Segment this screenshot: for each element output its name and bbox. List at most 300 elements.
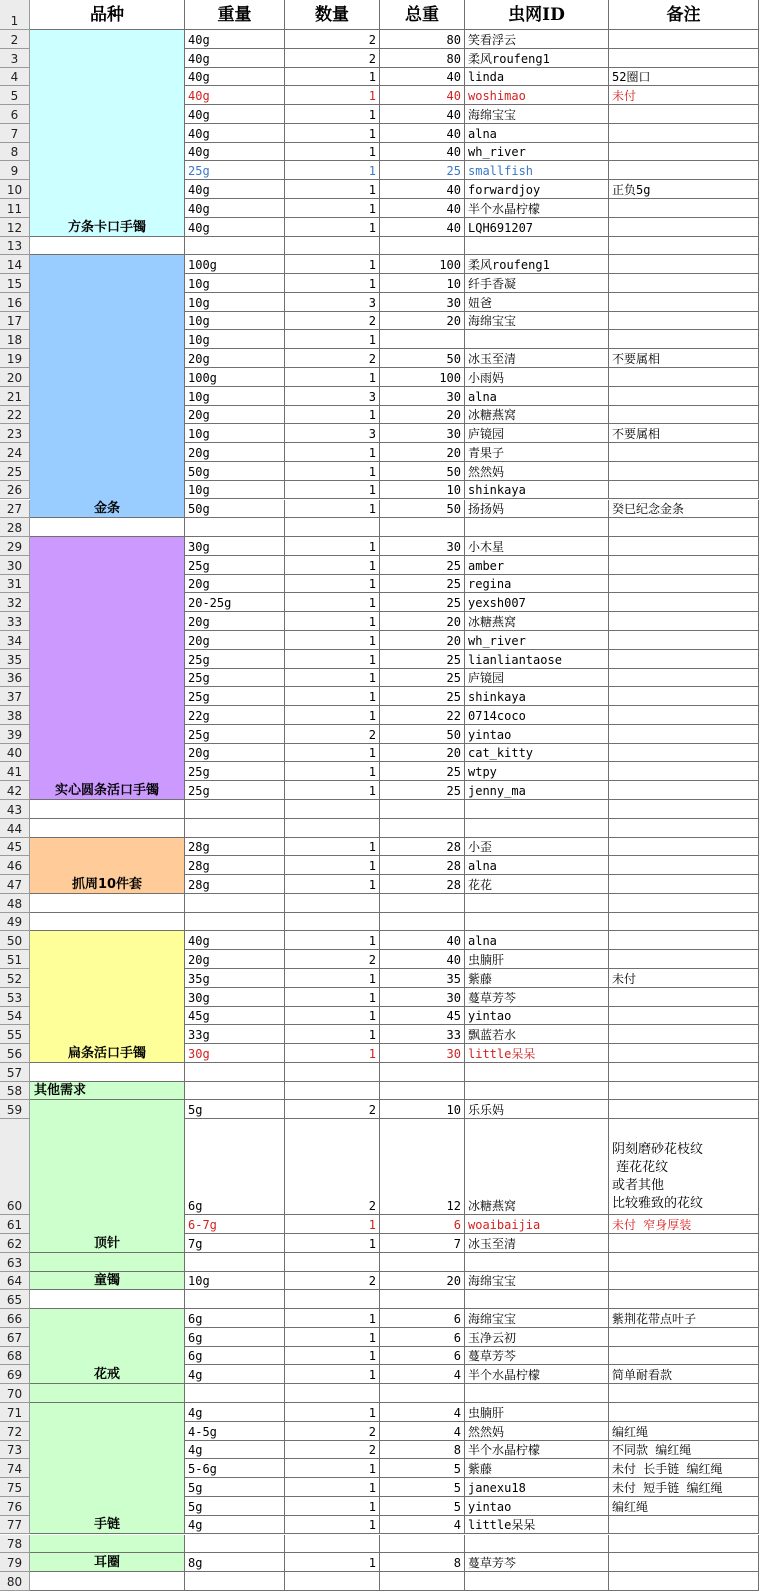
cell-forum-id[interactable]: yintao	[465, 725, 609, 744]
cell-quantity[interactable]	[285, 800, 380, 819]
cell-quantity[interactable]: 1	[285, 86, 380, 105]
row-header-44[interactable]: 44	[0, 819, 30, 838]
header-forum-id[interactable]: 虫网ID	[465, 0, 609, 30]
cell-note[interactable]: 不要属相	[609, 349, 759, 368]
cell-quantity[interactable]: 3	[285, 387, 380, 406]
row-header-7[interactable]: 7	[0, 124, 30, 143]
cell-forum-id[interactable]: yintao	[465, 1007, 609, 1026]
cell-note[interactable]	[609, 612, 759, 631]
cell-note[interactable]	[609, 800, 759, 819]
cell-total[interactable]: 40	[380, 143, 465, 162]
row-header-28[interactable]: 28	[0, 518, 30, 537]
category-cell[interactable]: 花戒	[30, 1309, 185, 1384]
cell-forum-id[interactable]	[465, 330, 609, 349]
cell-total[interactable]: 30	[380, 387, 465, 406]
cell-total[interactable]	[380, 913, 465, 932]
cell-weight[interactable]: 4g	[185, 1516, 285, 1535]
cell-quantity[interactable]: 1	[285, 575, 380, 594]
cell-weight[interactable]: 28g	[185, 838, 285, 857]
row-header-75[interactable]: 75	[0, 1478, 30, 1497]
cell-note[interactable]	[609, 143, 759, 162]
cell-forum-id[interactable]	[465, 800, 609, 819]
cell-quantity[interactable]: 1	[285, 1553, 380, 1572]
cell-note[interactable]	[609, 274, 759, 293]
cell-total[interactable]	[380, 819, 465, 838]
row-header-12[interactable]: 12	[0, 218, 30, 237]
cell-forum-id[interactable]: wtpy	[465, 762, 609, 781]
category-cell[interactable]	[30, 1384, 185, 1403]
row-header-79[interactable]: 79	[0, 1553, 30, 1572]
cell-weight[interactable]: 5g	[185, 1478, 285, 1497]
cell-weight[interactable]	[185, 237, 285, 256]
cell-weight[interactable]: 20g	[185, 950, 285, 969]
cell-total[interactable]: 25	[380, 687, 465, 706]
cell-forum-id[interactable]	[465, 894, 609, 913]
cell-weight[interactable]: 25g	[185, 762, 285, 781]
cell-weight[interactable]	[185, 819, 285, 838]
cell-total[interactable]: 6	[380, 1347, 465, 1366]
cell-weight[interactable]: 25g	[185, 556, 285, 575]
cell-note[interactable]	[609, 105, 759, 124]
row-header-59[interactable]: 59	[0, 1100, 30, 1119]
cell-note[interactable]	[609, 669, 759, 688]
cell-quantity[interactable]: 2	[285, 1422, 380, 1441]
cell-total[interactable]: 20	[380, 312, 465, 331]
cell-total[interactable]: 6	[380, 1215, 465, 1234]
cell-weight[interactable]: 6g	[185, 1328, 285, 1347]
cell-forum-id[interactable]: alna	[465, 387, 609, 406]
cell-total[interactable]: 7	[380, 1234, 465, 1253]
row-header-18[interactable]: 18	[0, 330, 30, 349]
cell-quantity[interactable]: 1	[285, 274, 380, 293]
cell-forum-id[interactable]: 蔓草芳芩	[465, 1553, 609, 1572]
row-header-61[interactable]: 61	[0, 1215, 30, 1234]
cell-forum-id[interactable]	[465, 1253, 609, 1272]
row-header-68[interactable]: 68	[0, 1347, 30, 1366]
cell-total[interactable]: 25	[380, 762, 465, 781]
cell-forum-id[interactable]	[465, 237, 609, 256]
cell-quantity[interactable]: 1	[285, 161, 380, 180]
category-cell[interactable]	[30, 913, 185, 932]
cell-note[interactable]: 简单耐看款	[609, 1365, 759, 1384]
cell-total[interactable]: 25	[380, 593, 465, 612]
cell-forum-id[interactable]: 青果子	[465, 443, 609, 462]
cell-weight[interactable]	[185, 518, 285, 537]
cell-total[interactable]: 22	[380, 706, 465, 725]
cell-note[interactable]	[609, 443, 759, 462]
category-cell[interactable]: 其他需求	[30, 1082, 185, 1101]
cell-weight[interactable]: 8g	[185, 1553, 285, 1572]
cell-total[interactable]: 45	[380, 1007, 465, 1026]
cell-quantity[interactable]	[285, 819, 380, 838]
cell-total[interactable]	[380, 1572, 465, 1591]
cell-forum-id[interactable]: wh_river	[465, 631, 609, 650]
header-notes[interactable]: 备注	[609, 0, 759, 30]
cell-total[interactable]: 6	[380, 1309, 465, 1328]
cell-note[interactable]	[609, 687, 759, 706]
category-cell[interactable]	[30, 819, 185, 838]
cell-forum-id[interactable]: 笑看浮云	[465, 30, 609, 49]
row-header-16[interactable]: 16	[0, 293, 30, 312]
row-header-39[interactable]: 39	[0, 725, 30, 744]
cell-weight[interactable]: 25g	[185, 725, 285, 744]
cell-quantity[interactable]: 1	[285, 1403, 380, 1422]
cell-forum-id[interactable]	[465, 1572, 609, 1591]
cell-note[interactable]	[609, 593, 759, 612]
cell-total[interactable]: 25	[380, 161, 465, 180]
header-weight[interactable]: 重量	[185, 0, 285, 30]
cell-weight[interactable]: 22g	[185, 706, 285, 725]
category-cell[interactable]: 金条	[30, 255, 185, 518]
cell-quantity[interactable]	[285, 518, 380, 537]
cell-weight[interactable]: 20g	[185, 612, 285, 631]
cell-total[interactable]: 30	[380, 293, 465, 312]
cell-forum-id[interactable]: 乐乐妈	[465, 1100, 609, 1119]
cell-note[interactable]	[609, 950, 759, 969]
cell-note[interactable]	[609, 875, 759, 894]
cell-quantity[interactable]: 1	[285, 612, 380, 631]
cell-note[interactable]: 未付	[609, 86, 759, 105]
cell-total[interactable]: 4	[380, 1422, 465, 1441]
row-header-67[interactable]: 67	[0, 1328, 30, 1347]
cell-weight[interactable]: 4g	[185, 1441, 285, 1460]
cell-note[interactable]: 52圈口	[609, 68, 759, 87]
cell-weight[interactable]	[185, 913, 285, 932]
cell-forum-id[interactable]: LQH691207	[465, 218, 609, 237]
cell-total[interactable]: 20	[380, 631, 465, 650]
cell-total[interactable]	[380, 1253, 465, 1272]
cell-weight[interactable]: 40g	[185, 30, 285, 49]
cell-weight[interactable]: 40g	[185, 199, 285, 218]
row-header-30[interactable]: 30	[0, 556, 30, 575]
cell-total[interactable]: 4	[380, 1403, 465, 1422]
cell-total[interactable]: 20	[380, 443, 465, 462]
cell-note[interactable]: 阴刻磨砂花枝纹 莲花花纹 或者其他 比较雅致的花纹	[609, 1119, 759, 1215]
cell-note[interactable]: 未付 长手链 编红绳	[609, 1459, 759, 1478]
row-header-62[interactable]: 62	[0, 1234, 30, 1253]
row-header-22[interactable]: 22	[0, 406, 30, 425]
cell-quantity[interactable]: 1	[285, 1215, 380, 1234]
cell-forum-id[interactable]: 虫腩肝	[465, 950, 609, 969]
cell-total[interactable]: 25	[380, 669, 465, 688]
cell-note[interactable]	[609, 518, 759, 537]
row-header-33[interactable]: 33	[0, 612, 30, 631]
row-header-26[interactable]: 26	[0, 481, 30, 500]
cell-total[interactable]	[380, 1290, 465, 1309]
cell-quantity[interactable]: 1	[285, 931, 380, 950]
cell-weight[interactable]	[185, 800, 285, 819]
row-header-64[interactable]: 64	[0, 1272, 30, 1291]
cell-note[interactable]	[609, 124, 759, 143]
cell-note[interactable]	[609, 462, 759, 481]
cell-weight[interactable]: 40g	[185, 931, 285, 950]
cell-note[interactable]: 未付	[609, 969, 759, 988]
cell-weight[interactable]: 35g	[185, 969, 285, 988]
cell-quantity[interactable]: 1	[285, 406, 380, 425]
cell-total[interactable]: 40	[380, 86, 465, 105]
row-header-49[interactable]: 49	[0, 913, 30, 932]
cell-note[interactable]	[609, 1553, 759, 1572]
header-quantity[interactable]: 数量	[285, 0, 380, 30]
cell-forum-id[interactable]	[465, 819, 609, 838]
cell-note[interactable]	[609, 1082, 759, 1101]
cell-total[interactable]: 12	[380, 1119, 465, 1215]
cell-weight[interactable]: 10g	[185, 312, 285, 331]
cell-quantity[interactable]: 2	[285, 349, 380, 368]
category-cell[interactable]	[30, 237, 185, 256]
cell-total[interactable]: 35	[380, 969, 465, 988]
cell-weight[interactable]: 10g	[185, 330, 285, 349]
row-header-3[interactable]: 3	[0, 49, 30, 68]
cell-note[interactable]	[609, 537, 759, 556]
cell-total[interactable]: 4	[380, 1365, 465, 1384]
cell-quantity[interactable]: 2	[285, 312, 380, 331]
cell-quantity[interactable]: 1	[285, 1365, 380, 1384]
cell-total[interactable]: 100	[380, 255, 465, 274]
cell-forum-id[interactable]: little呆呆	[465, 1044, 609, 1063]
category-cell[interactable]	[30, 1290, 185, 1309]
row-header-34[interactable]: 34	[0, 631, 30, 650]
cell-weight[interactable]: 6g	[185, 1119, 285, 1215]
cell-total[interactable]: 30	[380, 424, 465, 443]
header-total-weight[interactable]: 总重	[380, 0, 465, 30]
row-header-25[interactable]: 25	[0, 462, 30, 481]
cell-quantity[interactable]	[285, 1290, 380, 1309]
cell-total[interactable]: 40	[380, 180, 465, 199]
cell-quantity[interactable]: 1	[285, 1516, 380, 1535]
row-header-20[interactable]: 20	[0, 368, 30, 387]
cell-note[interactable]	[609, 387, 759, 406]
cell-total[interactable]: 5	[380, 1459, 465, 1478]
cell-note[interactable]: 未付 短手链 编红绳	[609, 1478, 759, 1497]
cell-total[interactable]: 80	[380, 30, 465, 49]
row-header-42[interactable]: 42	[0, 781, 30, 800]
cell-note[interactable]	[609, 293, 759, 312]
category-cell[interactable]: 耳圈	[30, 1553, 185, 1572]
cell-total[interactable]: 20	[380, 744, 465, 763]
cell-total[interactable]: 40	[380, 68, 465, 87]
cell-total[interactable]: 4	[380, 1516, 465, 1535]
row-header-72[interactable]: 72	[0, 1422, 30, 1441]
cell-forum-id[interactable]: 庐镜园	[465, 669, 609, 688]
cell-quantity[interactable]: 1	[285, 1497, 380, 1516]
cell-total[interactable]	[380, 237, 465, 256]
cell-forum-id[interactable]: shinkaya	[465, 687, 609, 706]
cell-note[interactable]	[609, 368, 759, 387]
cell-quantity[interactable]: 1	[285, 143, 380, 162]
cell-note[interactable]	[609, 556, 759, 575]
cell-total[interactable]	[380, 894, 465, 913]
cell-quantity[interactable]: 1	[285, 1347, 380, 1366]
cell-quantity[interactable]: 2	[285, 725, 380, 744]
row-header-19[interactable]: 19	[0, 349, 30, 368]
cell-forum-id[interactable]: 冰糖燕窝	[465, 1119, 609, 1215]
row-header-5[interactable]: 5	[0, 86, 30, 105]
cell-weight[interactable]	[185, 1063, 285, 1082]
cell-forum-id[interactable]: 小歪	[465, 838, 609, 857]
cell-forum-id[interactable]	[465, 1384, 609, 1403]
cell-forum-id[interactable]: regina	[465, 575, 609, 594]
cell-weight[interactable]	[185, 1290, 285, 1309]
row-header-21[interactable]: 21	[0, 387, 30, 406]
row-header-51[interactable]: 51	[0, 950, 30, 969]
cell-weight[interactable]: 4g	[185, 1365, 285, 1384]
cell-note[interactable]	[609, 481, 759, 500]
cell-weight[interactable]: 10g	[185, 274, 285, 293]
cell-total[interactable]: 28	[380, 875, 465, 894]
cell-note[interactable]	[609, 631, 759, 650]
cell-weight[interactable]: 25g	[185, 161, 285, 180]
cell-total[interactable]: 80	[380, 49, 465, 68]
cell-total[interactable]: 40	[380, 105, 465, 124]
cell-note[interactable]	[609, 913, 759, 932]
cell-forum-id[interactable]: 冰糖燕窝	[465, 406, 609, 425]
cell-weight[interactable]: 40g	[185, 86, 285, 105]
cell-note[interactable]: 编红绳	[609, 1497, 759, 1516]
row-header-52[interactable]: 52	[0, 969, 30, 988]
cell-note[interactable]	[609, 575, 759, 594]
cell-note[interactable]	[609, 819, 759, 838]
cell-forum-id[interactable]: 半个水晶柠檬	[465, 1441, 609, 1460]
row-header-43[interactable]: 43	[0, 800, 30, 819]
cell-total[interactable]	[380, 1384, 465, 1403]
cell-weight[interactable]: 20g	[185, 443, 285, 462]
cell-forum-id[interactable]: 蔓草芳芩	[465, 1347, 609, 1366]
cell-quantity[interactable]	[285, 913, 380, 932]
cell-forum-id[interactable]: jenny_ma	[465, 781, 609, 800]
row-header-78[interactable]: 78	[0, 1535, 30, 1554]
cell-forum-id[interactable]	[465, 1535, 609, 1554]
cell-quantity[interactable]	[285, 1572, 380, 1591]
cell-quantity[interactable]: 1	[285, 481, 380, 500]
cell-weight[interactable]: 20g	[185, 349, 285, 368]
cell-weight[interactable]: 7g	[185, 1234, 285, 1253]
category-cell[interactable]: 实心圆条活口手镯	[30, 537, 185, 800]
cell-total[interactable]	[380, 330, 465, 349]
cell-weight[interactable]: 6g	[185, 1309, 285, 1328]
cell-quantity[interactable]: 1	[285, 105, 380, 124]
cell-note[interactable]	[609, 161, 759, 180]
cell-total[interactable]: 40	[380, 199, 465, 218]
cell-note[interactable]	[609, 1063, 759, 1082]
cell-total[interactable]: 40	[380, 931, 465, 950]
cell-weight[interactable]: 50g	[185, 462, 285, 481]
cell-total[interactable]: 8	[380, 1441, 465, 1460]
cell-weight[interactable]: 10g	[185, 424, 285, 443]
cell-note[interactable]	[609, 1347, 759, 1366]
row-header-32[interactable]: 32	[0, 593, 30, 612]
row-header-29[interactable]: 29	[0, 537, 30, 556]
row-header-9[interactable]: 9	[0, 161, 30, 180]
cell-quantity[interactable]: 1	[285, 180, 380, 199]
row-header-37[interactable]: 37	[0, 687, 30, 706]
header-variety[interactable]: 品种	[30, 0, 185, 30]
cell-forum-id[interactable]: alna	[465, 856, 609, 875]
row-header-47[interactable]: 47	[0, 875, 30, 894]
row-header-31[interactable]: 31	[0, 575, 30, 594]
cell-total[interactable]: 33	[380, 1025, 465, 1044]
cell-total[interactable]	[380, 518, 465, 537]
cell-forum-id[interactable]: 蔓草芳芩	[465, 988, 609, 1007]
cell-note[interactable]	[609, 725, 759, 744]
cell-note[interactable]: 编红绳	[609, 1422, 759, 1441]
cell-forum-id[interactable]: 小雨妈	[465, 368, 609, 387]
cell-forum-id[interactable]	[465, 518, 609, 537]
cell-weight[interactable]	[185, 1535, 285, 1554]
cell-total[interactable]: 10	[380, 274, 465, 293]
cell-quantity[interactable]: 1	[285, 500, 380, 519]
row-header-35[interactable]: 35	[0, 650, 30, 669]
cell-forum-id[interactable]: 虫腩肝	[465, 1403, 609, 1422]
cell-quantity[interactable]: 1	[285, 781, 380, 800]
row-header-15[interactable]: 15	[0, 274, 30, 293]
cell-total[interactable]: 40	[380, 950, 465, 969]
cell-forum-id[interactable]: 小木星	[465, 537, 609, 556]
cell-note[interactable]	[609, 1290, 759, 1309]
cell-quantity[interactable]: 3	[285, 424, 380, 443]
cell-weight[interactable]: 10g	[185, 481, 285, 500]
row-header-1[interactable]: 1	[0, 0, 30, 30]
cell-weight[interactable]: 10g	[185, 387, 285, 406]
cell-weight[interactable]: 50g	[185, 500, 285, 519]
cell-note[interactable]	[609, 406, 759, 425]
cell-quantity[interactable]: 1	[285, 744, 380, 763]
cell-forum-id[interactable]: cat_kitty	[465, 744, 609, 763]
cell-weight[interactable]: 40g	[185, 143, 285, 162]
cell-quantity[interactable]: 1	[285, 1044, 380, 1063]
cell-weight[interactable]: 40g	[185, 105, 285, 124]
cell-note[interactable]: 不要属相	[609, 424, 759, 443]
cell-forum-id[interactable]: 紫藤	[465, 1459, 609, 1478]
row-header-45[interactable]: 45	[0, 838, 30, 857]
row-header-58[interactable]: 58	[0, 1082, 30, 1101]
cell-note[interactable]	[609, 838, 759, 857]
cell-total[interactable]	[380, 1082, 465, 1101]
cell-quantity[interactable]	[285, 1253, 380, 1272]
row-header-41[interactable]: 41	[0, 762, 30, 781]
row-header-70[interactable]: 70	[0, 1384, 30, 1403]
row-header-80[interactable]: 80	[0, 1572, 30, 1591]
cell-total[interactable]	[380, 1535, 465, 1554]
row-header-63[interactable]: 63	[0, 1253, 30, 1272]
cell-total[interactable]: 25	[380, 556, 465, 575]
cell-note[interactable]	[609, 762, 759, 781]
cell-total[interactable]: 6	[380, 1328, 465, 1347]
cell-note[interactable]	[609, 1516, 759, 1535]
cell-forum-id[interactable]: 冰玉至清	[465, 1234, 609, 1253]
cell-forum-id[interactable]: 玉净云初	[465, 1328, 609, 1347]
cell-quantity[interactable]: 1	[285, 687, 380, 706]
row-header-50[interactable]: 50	[0, 931, 30, 950]
row-header-76[interactable]: 76	[0, 1497, 30, 1516]
cell-forum-id[interactable]: janexu18	[465, 1478, 609, 1497]
cell-total[interactable]: 28	[380, 838, 465, 857]
cell-quantity[interactable]	[285, 1082, 380, 1101]
row-header-71[interactable]: 71	[0, 1403, 30, 1422]
row-header-66[interactable]: 66	[0, 1309, 30, 1328]
row-header-53[interactable]: 53	[0, 988, 30, 1007]
category-cell[interactable]: 抓周10件套	[30, 838, 185, 894]
cell-quantity[interactable]: 1	[285, 330, 380, 349]
cell-note[interactable]	[609, 1100, 759, 1119]
cell-quantity[interactable]: 1	[285, 462, 380, 481]
cell-quantity[interactable]: 1	[285, 706, 380, 725]
cell-note[interactable]: 癸巳纪念金条	[609, 500, 759, 519]
row-header-48[interactable]: 48	[0, 894, 30, 913]
cell-note[interactable]	[609, 744, 759, 763]
cell-forum-id[interactable]: 半个水晶柠檬	[465, 199, 609, 218]
category-cell[interactable]: 手链	[30, 1403, 185, 1534]
